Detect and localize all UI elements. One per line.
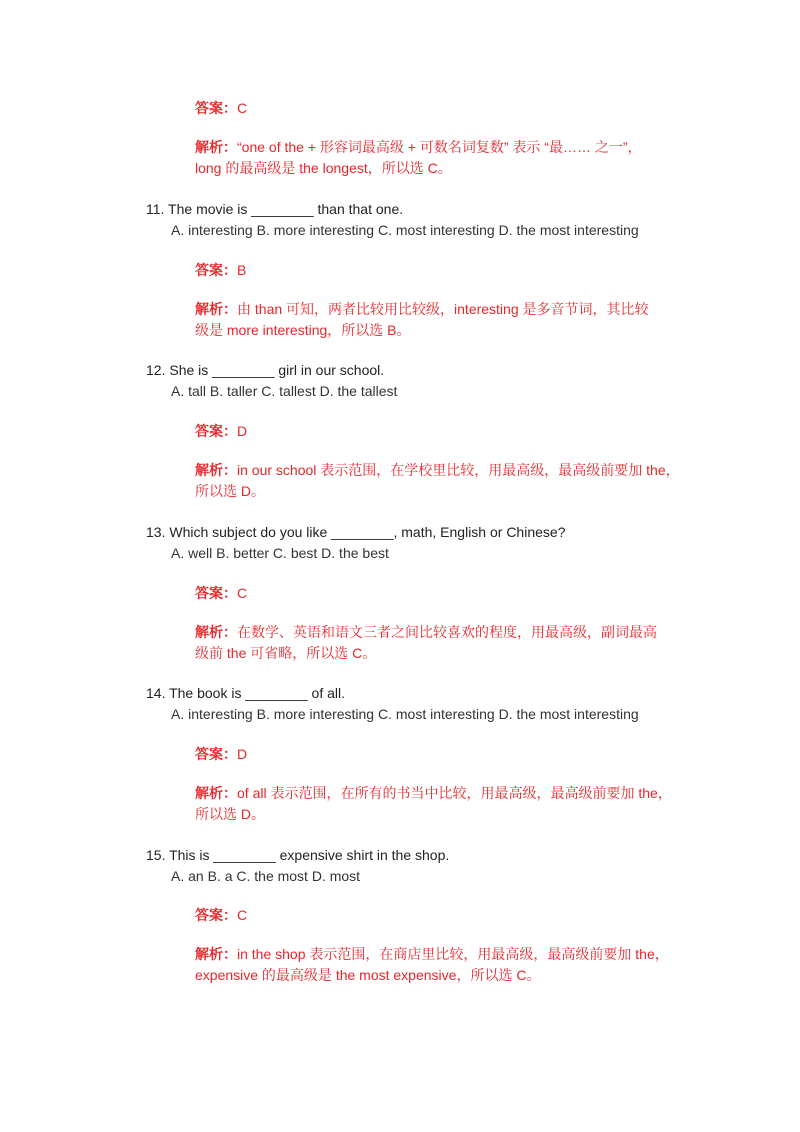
analysis-label: 解析： — [195, 462, 237, 478]
answer-label: 答案： — [195, 907, 237, 923]
analysis-label: 解析： — [195, 946, 237, 962]
answer-value: D — [237, 746, 248, 762]
analysis-q11 — [195, 299, 685, 341]
options-q14: A. interesting B. more interesting C. most interesting D. the most interesting — [171, 706, 639, 722]
answer-label: 答案： — [195, 100, 237, 116]
analysis-line-2: 级是 more interesting，所以选 B。 — [195, 322, 411, 338]
answer-label: 答案： — [195, 585, 237, 601]
analysis-line-1: 解析：由 than 可知，两者比较用比较级，interesting 是多音节词，其比较 — [195, 301, 649, 317]
question-14: 14. The book is ________ of all. — [146, 685, 346, 701]
analysis-q14 — [195, 783, 685, 825]
question-11: 11. The movie is ________ than that one. — [146, 201, 404, 217]
answer-line-q11 — [195, 260, 246, 280]
analysis-label: 解析： — [195, 624, 237, 640]
answer-value: C — [237, 100, 248, 116]
analysis-line-2: 所以选 D。 — [195, 483, 265, 499]
answer-label: 答案： — [195, 746, 237, 762]
analysis-line-1: 解析：“one of the + 形容词最高级 + 可数名词复数” 表示 “最…… 之一”， — [195, 139, 642, 155]
answer-value: C — [237, 585, 248, 601]
analysis-line-2: long 的最高级是 the longest，所以选 C。 — [195, 160, 452, 176]
question-13: 13. Which subject do you like ________, math, English or Chinese? — [146, 524, 566, 540]
analysis-line-1: 解析：of all 表示范围，在所有的书当中比较，用最高级，最高级前要加 the， — [195, 785, 672, 801]
analysis-label: 解析： — [195, 301, 237, 317]
question-12: 12. She is ________ girl in our school. — [146, 362, 385, 378]
analysis-line-1: 解析：in the shop 表示范围，在商店里比较，用最高级，最高级前要加 the， — [195, 946, 669, 962]
options-q12: A. tall B. taller C. tallest D. the tallest — [171, 383, 398, 399]
question-15: 15. This is ________ expensive shirt in the shop. — [146, 847, 450, 863]
answer-line-q13 — [195, 583, 247, 603]
options-q13: A. well B. better C. best D. the best — [171, 545, 389, 561]
analysis-q12 — [195, 460, 685, 502]
answer-line-q14 — [195, 744, 247, 764]
analysis-q15 — [195, 944, 685, 986]
answer-value: C — [237, 907, 248, 923]
analysis-q13 — [195, 622, 685, 664]
analysis-label: 解析： — [195, 139, 237, 155]
analysis-line-1: 解析：in our school 表示范围，在学校里比较，用最高级，最高级前要加 the， — [195, 462, 680, 478]
analysis-line-2: 级前 the 可省略，所以选 C。 — [195, 645, 377, 661]
analysis-line-1: 解析：在数学、英语和语文三者之间比较喜欢的程度，用最高级，副词最高 — [195, 624, 657, 640]
answer-line-q12 — [195, 421, 247, 441]
answer-value: D — [237, 423, 248, 439]
answer-line-q10 — [195, 98, 247, 118]
options-q11: A. interesting B. more interesting C. most interesting D. the most interesting — [171, 222, 639, 238]
analysis-q10 — [195, 137, 685, 179]
analysis-label: 解析： — [195, 785, 237, 801]
analysis-line-2: expensive 的最高级是 the most expensive，所以选 C。 — [195, 967, 541, 983]
answer-value: B — [237, 262, 247, 278]
answer-line-q15 — [195, 905, 247, 925]
analysis-line-2: 所以选 D。 — [195, 806, 265, 822]
options-q15: A. an B. a C. the most D. most — [171, 868, 361, 884]
answer-label: 答案： — [195, 423, 237, 439]
answer-label: 答案： — [195, 262, 237, 278]
